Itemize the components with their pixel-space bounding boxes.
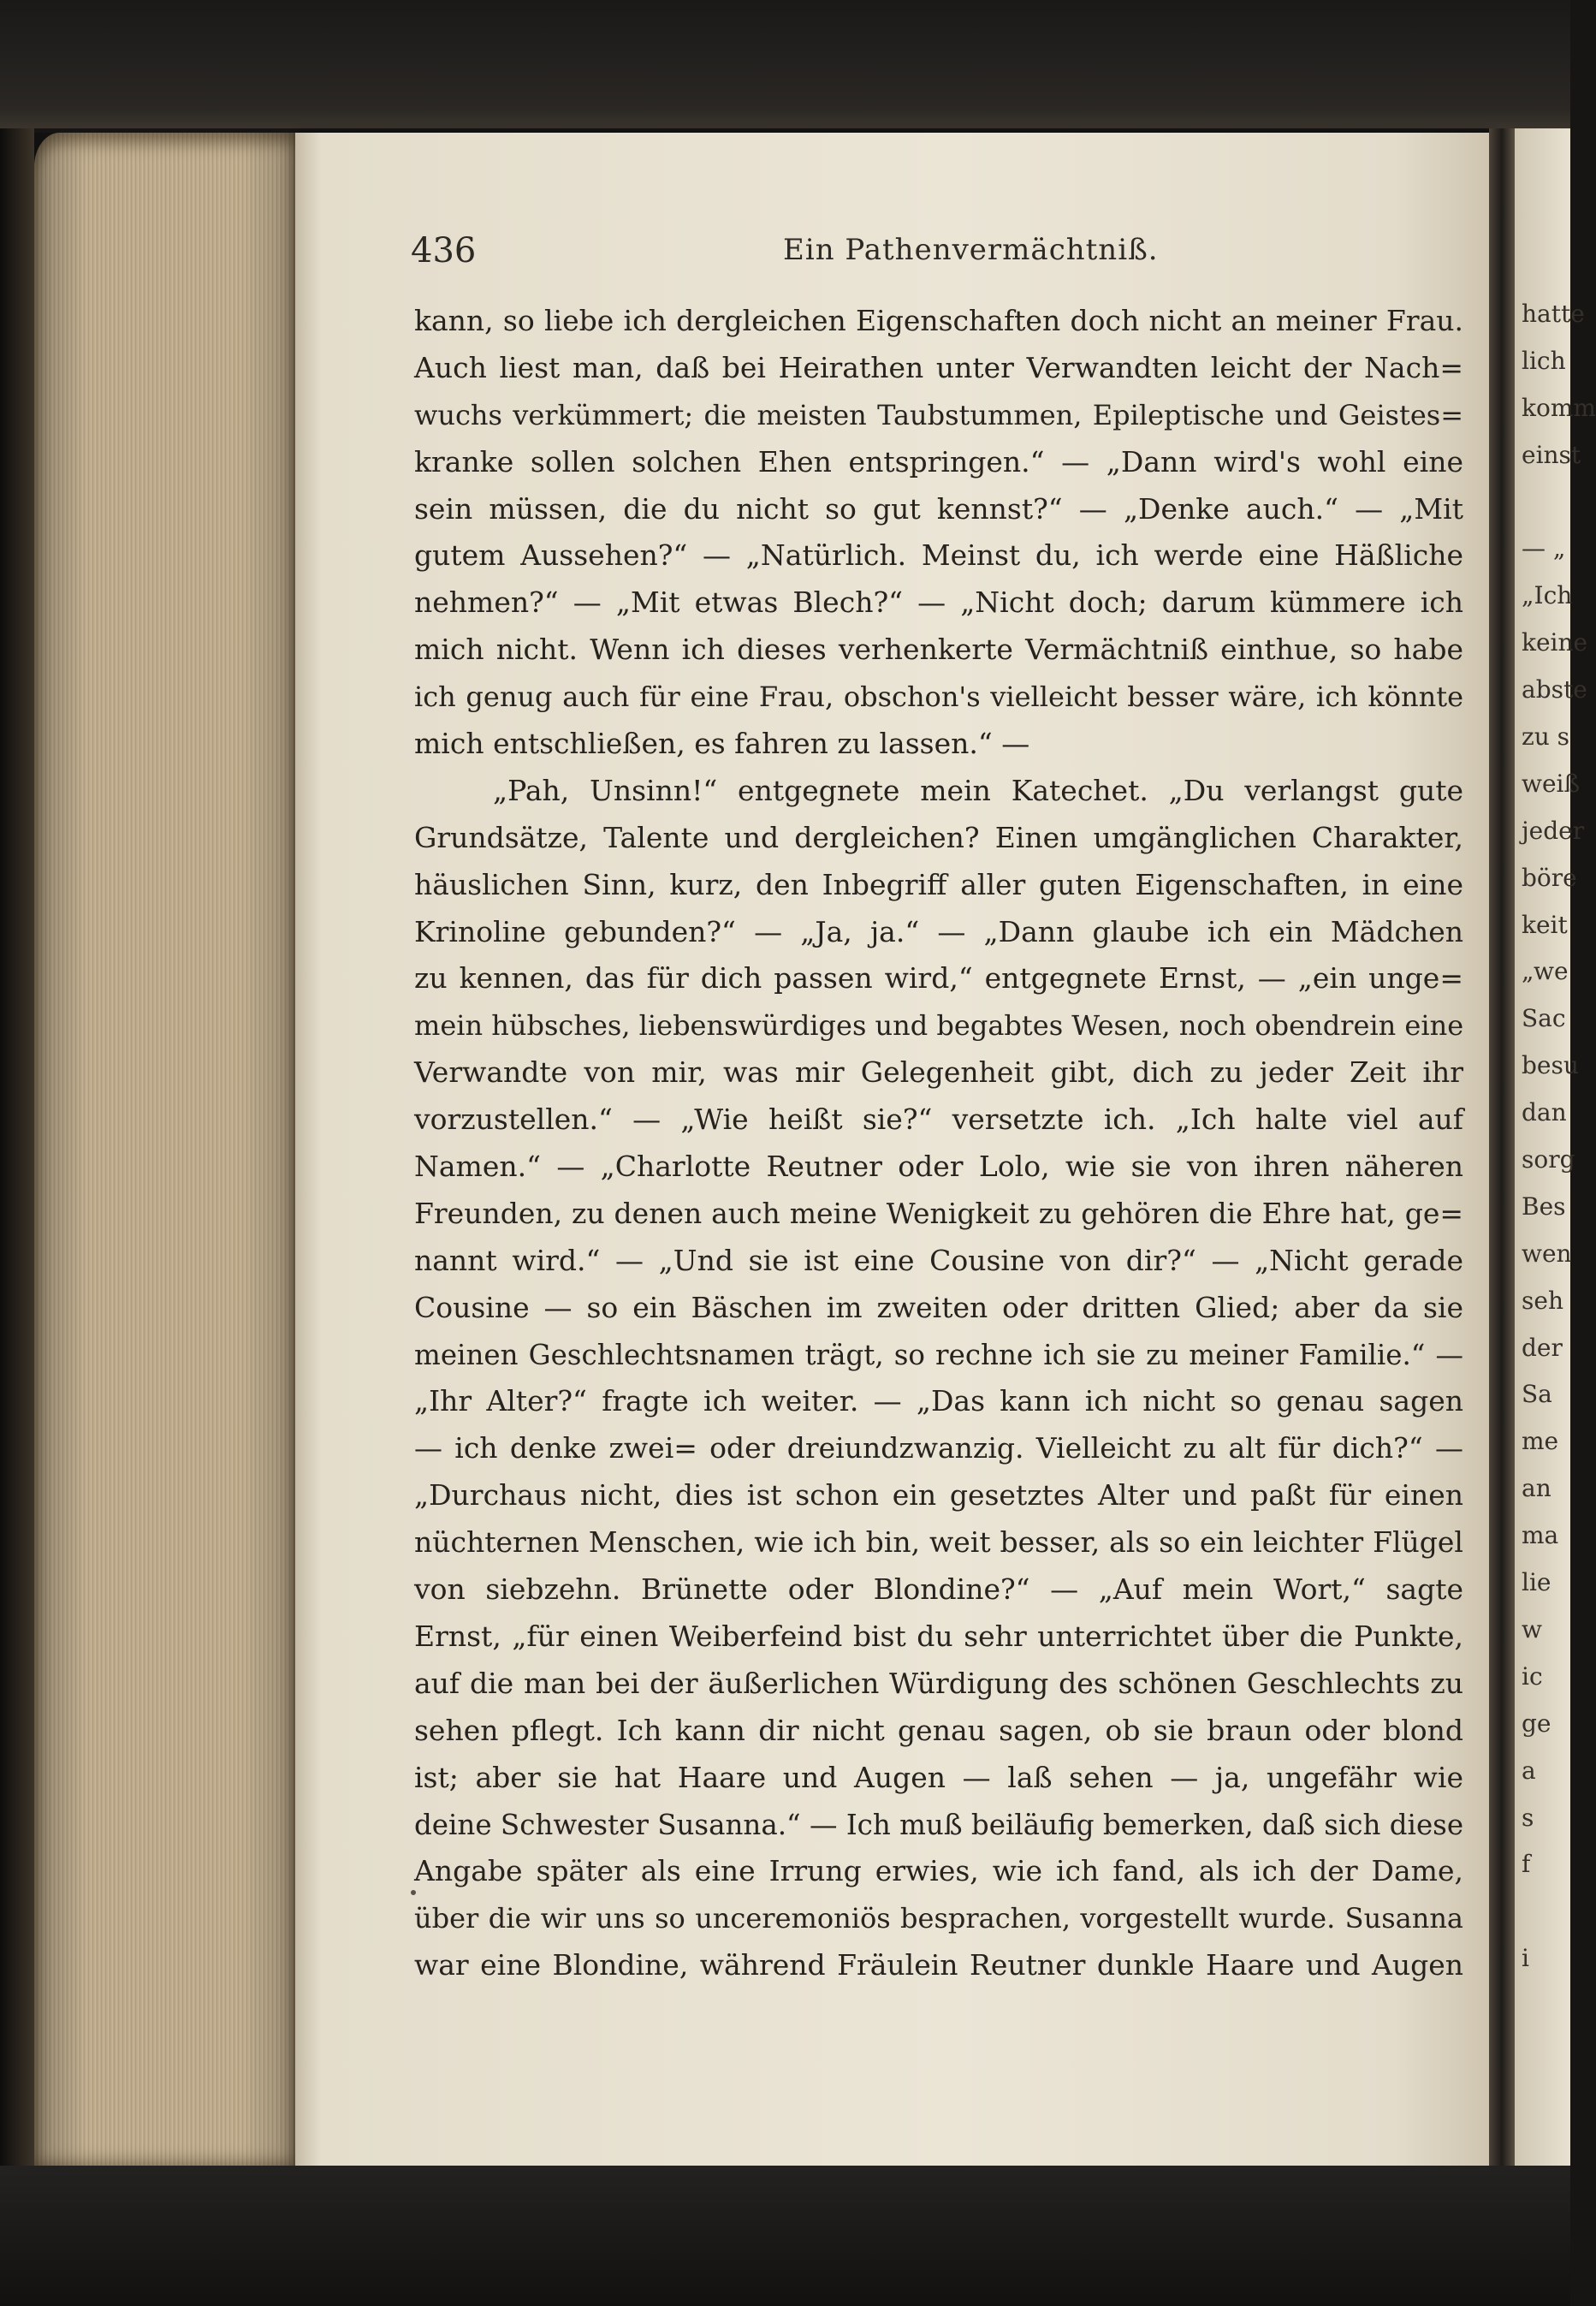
book-gutter [1489, 128, 1515, 2174]
facing-fragment: an [1522, 1474, 1552, 1503]
text-line: sehen pflegt. Ich kann dir nicht genau sagen, ob sie braun oder blond [414, 1713, 1463, 1747]
facing-fragment: Bes [1522, 1192, 1566, 1221]
facing-fragment: „we [1522, 957, 1569, 986]
facing-fragment: lich [1522, 346, 1566, 375]
text-line: kann, so liebe ich dergleichen Eigenschaften doch nicht an meiner Frau. [414, 304, 1463, 337]
text-line: mich nicht. Wenn ich dieses verhenkerte Vermächtniß einthue, so habe [414, 633, 1463, 667]
text-line: Freunden, zu denen auch meine Wenigkeit zu gehören die Ehre hat, ge= [414, 1196, 1463, 1230]
facing-fragment: einst [1522, 440, 1581, 469]
text-line: über die wir uns so unceremoniös besprachen, vorgestellt wurde. Susanna [414, 1902, 1463, 1935]
text-line: Auch liest man, daß bei Heirathen unter Verwandten leicht der Nach= [414, 350, 1463, 384]
facing-fragment: keit [1522, 910, 1568, 939]
text-line: nüchternen Menschen, wie ich bin, weit besser, als so ein leichter Flügel [414, 1525, 1463, 1560]
dark-background-top [0, 0, 1570, 128]
text-line: nehmen?“ — „Mit etwas Blech?“ — „Nicht doch; darum kümmere ich [414, 585, 1463, 620]
facing-fragment: me [1522, 1427, 1559, 1456]
facing-fragment: hatte [1522, 300, 1585, 328]
text-line: Cousine — so ein Bäschen im zweiten oder dritten Glied; aber da sie [414, 1290, 1463, 1324]
text-line: ich genug auch für eine Frau, obschon's vielleicht besser wäre, ich könnte [414, 681, 1463, 714]
facing-fragment: ma [1522, 1521, 1559, 1550]
running-head [411, 231, 1472, 291]
text-line: sein müssen, die du nicht so gut kennst?“ — „Denke auch.“ — „Mit [414, 491, 1463, 526]
facing-fragment: keine [1522, 628, 1588, 657]
text-line: „Durchaus nicht, dies ist schon ein gesetztes Alter und paßt für einen [414, 1478, 1463, 1513]
ink-speck [411, 1890, 416, 1895]
text-line: häuslichen Sinn, kurz, den Inbegriff aller guten Eigenschaften, in eine [414, 867, 1463, 901]
facing-fragment: zu s [1522, 722, 1570, 752]
text-line: — ich denke zwei= oder dreiundzwanzig. Vielleicht zu alt für dich?“ — [414, 1431, 1463, 1465]
facing-fragment: s [1522, 1803, 1534, 1832]
text-line: vorzustellen.“ — „Wie heißt sie?“ versetzte ich. „Ich halte viel auf [414, 1102, 1463, 1137]
facing-fragment: komm [1522, 393, 1596, 422]
text-line: kranke sollen solchen Ehen entspringen.“ — „Dann wird's wohl eine [414, 444, 1463, 478]
text-line: meinen Geschlechtsnamen trägt, so rechne ich sie zu meiner Familie.“ — [414, 1338, 1463, 1371]
facing-fragment: der [1522, 1333, 1563, 1362]
facing-fragment: weiß [1522, 769, 1581, 798]
facing-fragment: w [1522, 1614, 1542, 1643]
facing-fragment: seh [1522, 1286, 1563, 1315]
text-line: ist; aber sie hat Haare und Augen — laß sehen — ja, ungefähr wie [414, 1760, 1463, 1794]
text-line: Grundsätze, Talente und dergleichen? Einen umgänglichen Charakter, [414, 820, 1463, 854]
text-line: auf die man bei der äußerlichen Würdigung des schönen Geschlechts zu [414, 1666, 1463, 1700]
facing-fragment [1522, 479, 1573, 526]
text-line: mich entschließen, es fahren zu lassen.“ — [414, 727, 1030, 761]
text-line: Namen.“ — „Charlotte Reutner oder Lolo, wie sie von ihren näheren [414, 1150, 1463, 1184]
facing-page-fragments [1522, 291, 1596, 1982]
text-line: Angabe später als eine Irrung erwies, wie ich fand, als ich der Dame, [414, 1854, 1463, 1888]
facing-fragment: ic [1522, 1661, 1543, 1691]
facing-fragment: ge [1522, 1709, 1552, 1738]
book-cover-edge [0, 128, 34, 2183]
facing-fragment: jeder [1522, 816, 1585, 845]
body-text [414, 298, 1463, 1989]
facing-fragment [1522, 1888, 1573, 1935]
facing-fragment: besu [1522, 1051, 1579, 1080]
text-line: gutem Aussehen?“ — „Natürlich. Meinst du, ich werde eine Häßliche [414, 538, 1463, 573]
text-line: Ernst, „für einen Weiberfeind bist du sehr unterrichtet über die Punkte, [414, 1619, 1463, 1653]
facing-fragment: sorg [1522, 1145, 1575, 1174]
facing-fragment: abste [1522, 675, 1587, 704]
text-line: von siebzehn. Brünette oder Blondine?“ — „Auf mein Wort,“ sagte [414, 1572, 1463, 1607]
running-title: Ein Pathenvermächtniß. [783, 233, 1159, 267]
text-line: „Ihr Alter?“ fragte ich weiter. — „Das kann ich nicht so genau sagen [414, 1384, 1463, 1418]
facing-fragment: — „ [1522, 534, 1566, 563]
facing-fragment: f [1522, 1850, 1531, 1879]
text-line: war eine Blondine, während Fräulein Reutner dunkle Haare und Augen [414, 1948, 1463, 1982]
text-line: deine Schwester Susanna.“ — Ich muß beiläufig bemerken, daß sich diese [414, 1808, 1464, 1841]
facing-fragment: böre [1522, 863, 1577, 892]
facing-fragment: wen [1522, 1239, 1572, 1268]
page-number: 436 [411, 231, 477, 270]
page-block-edges [34, 133, 295, 2174]
text-line: zu kennen, das für dich passen wird,“ entgegnete Ernst, — „ein unge= [414, 961, 1463, 996]
facing-fragment: a [1522, 1756, 1536, 1785]
facing-fragment: Sa [1522, 1380, 1552, 1409]
text-line: nannt wird.“ — „Und sie ist eine Cousine von dir?“ — „Nicht gerade [414, 1243, 1463, 1277]
text-line: wuchs verkümmert; die meisten Taubstummen, Epileptische und Geistes= [414, 398, 1463, 431]
facing-fragment: „Ich [1522, 581, 1573, 610]
facing-fragment: Sac [1522, 1004, 1566, 1033]
text-line: mein hübsches, liebenswürdiges und begabtes Wesen, noch obendrein eine [414, 1009, 1464, 1043]
facing-fragment: lie [1522, 1568, 1552, 1597]
facing-fragment: i [1522, 1944, 1529, 1973]
text-line: Verwandte von mir, was mir Gelegenheit gibt, dich zu jeder Zeit ihr [414, 1055, 1463, 1090]
dark-background-bottom [0, 2166, 1570, 2306]
facing-fragment: dan [1522, 1098, 1567, 1127]
text-line: Krinoline gebunden?“ — „Ja, ja.“ — „Dann glaube ich ein Mädchen [414, 914, 1463, 948]
text-line: „Pah, Unsinn!“ entgegnete mein Katechet. „Du verlangst gute [493, 773, 1463, 807]
